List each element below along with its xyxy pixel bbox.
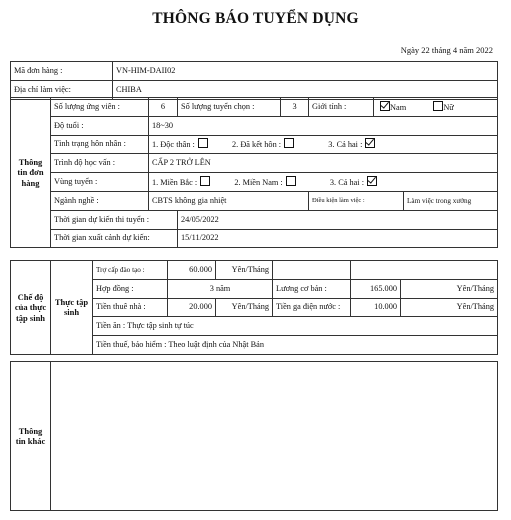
trainee-table bbox=[10, 260, 498, 355]
selected-value: 3 bbox=[281, 98, 309, 117]
region-north-checkbox[interactable] bbox=[200, 176, 210, 186]
marital-married-checkbox[interactable] bbox=[284, 138, 294, 148]
marital-single-label: 1. Độc thân : bbox=[152, 140, 195, 150]
exam-date-label: Thời gian dự kiến thi tuyển : bbox=[51, 210, 178, 229]
rent-unit: Yên/Tháng bbox=[216, 298, 273, 317]
contract-value: 3 năm bbox=[168, 279, 273, 298]
gender-male-label: Nam bbox=[390, 102, 407, 112]
contract-label: Hợp đồng : bbox=[93, 279, 168, 298]
departure-value: 15/11/2022 bbox=[178, 229, 498, 248]
marital-both-label: 3. Cả hai : bbox=[328, 140, 363, 150]
gender-label: Giới tính : bbox=[309, 98, 374, 117]
region-options bbox=[149, 173, 498, 192]
trainee-section-title: Chế độ của thực tập sinh bbox=[11, 261, 51, 355]
region-north-label: 1. Miền Bắc : bbox=[152, 178, 198, 188]
gender-female-checkbox[interactable] bbox=[433, 101, 443, 111]
education-value: CẤP 2 TRỞ LÊN bbox=[149, 154, 498, 173]
salary-unit: Yên/Tháng bbox=[401, 279, 498, 298]
tax-info: Tiền thuế, bảo hiểm : Theo luật định của Nhật Bản bbox=[93, 336, 498, 355]
gender-female-label: Nữ bbox=[443, 102, 454, 112]
rent-label: Tiền thuê nhà : bbox=[93, 298, 168, 317]
trainee-subsection-title: Thực tập sinh bbox=[51, 261, 93, 355]
salary-value: 165.000 bbox=[351, 279, 401, 298]
region-south-label: 2. Miền Nam : bbox=[234, 178, 283, 188]
document-date: Ngày 22 tháng 4 năm 2022 bbox=[400, 45, 493, 55]
industry-value: CBTS không gia nhiệt bbox=[149, 191, 309, 210]
age-value: 18~30 bbox=[149, 116, 498, 135]
order-code-value: VN-HIM-DAII02 bbox=[113, 62, 498, 81]
allowance-value: 60.000 bbox=[168, 261, 216, 280]
exam-date-value: 24/05/2022 bbox=[178, 210, 498, 229]
marital-single-checkbox[interactable] bbox=[198, 138, 208, 148]
document-title: THÔNG BÁO TUYỂN DỤNG bbox=[152, 10, 359, 27]
conditions-label: Điều kiện làm việc : bbox=[309, 191, 404, 210]
candidates-value: 6 bbox=[149, 98, 178, 117]
marital-married-label: 2. Đã kết hôn : bbox=[232, 140, 282, 150]
utilities-label: Tiền ga điện nước : bbox=[273, 298, 351, 317]
allowance-unit: Yên/Tháng bbox=[216, 261, 273, 280]
order-code-label: Mã đơn hàng : bbox=[11, 62, 113, 81]
gender-options bbox=[374, 98, 498, 117]
workplace-label: Địa chỉ làm việc: bbox=[11, 80, 113, 99]
age-label: Độ tuổi : bbox=[51, 116, 149, 135]
utilities-unit: Yên/Tháng bbox=[401, 298, 498, 317]
blank-cell bbox=[273, 261, 351, 280]
marital-both-checkbox[interactable] bbox=[365, 138, 375, 148]
region-both-checkbox[interactable] bbox=[367, 176, 377, 186]
salary-label: Lương cơ bản : bbox=[273, 279, 351, 298]
blank-cell bbox=[351, 261, 498, 280]
education-label: Trình độ học vấn : bbox=[51, 154, 149, 173]
meals-info: Tiền ăn : Thực tập sinh tự túc bbox=[93, 317, 498, 336]
recruit-table bbox=[10, 97, 498, 248]
other-info-content bbox=[51, 362, 498, 511]
industry-label: Ngành nghề : bbox=[51, 191, 149, 210]
recruit-section-title: Thông tin đơn hàng bbox=[11, 98, 51, 248]
allowance-label: Trợ cấp đào tạo : bbox=[93, 261, 168, 280]
utilities-value: 10.000 bbox=[351, 298, 401, 317]
region-both-label: 3. Cả hai : bbox=[329, 178, 364, 188]
rent-value: 20.000 bbox=[168, 298, 216, 317]
gender-male-checkbox[interactable] bbox=[380, 101, 390, 111]
workplace-value: CHIBA bbox=[113, 80, 498, 99]
selected-label: Số lượng tuyển chọn : bbox=[178, 98, 281, 117]
region-label: Vùng tuyển : bbox=[51, 173, 149, 192]
other-table bbox=[10, 361, 498, 511]
conditions-value: Làm việc trong xưởng bbox=[404, 191, 498, 210]
other-section-title: Thông tin khác bbox=[11, 362, 51, 511]
candidates-label: Số lượng ứng viên : bbox=[51, 98, 149, 117]
region-south-checkbox[interactable] bbox=[286, 176, 296, 186]
marital-options bbox=[149, 135, 498, 154]
departure-label: Thời gian xuất cảnh dự kiến: bbox=[51, 229, 178, 248]
marital-label: Tình trạng hôn nhân : bbox=[51, 135, 149, 154]
header-table bbox=[10, 61, 498, 100]
